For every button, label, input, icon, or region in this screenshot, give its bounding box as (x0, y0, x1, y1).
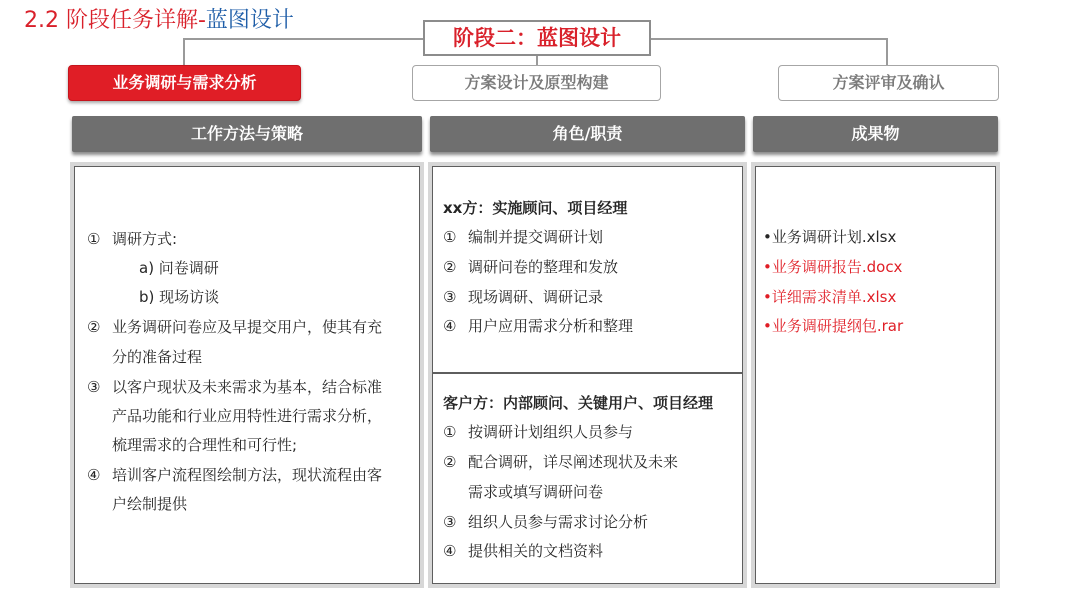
phase-tab-requirements-research[interactable]: 业务调研与需求分析 (68, 65, 301, 101)
role-item: 需求或填写调研问卷 (468, 483, 604, 501)
column-header-methods: 工作方法与策略 (72, 116, 422, 152)
roles-panel (428, 162, 747, 588)
connector-left-horizontal (183, 38, 423, 40)
method-line: 梳理需求的合理性和可行性; (112, 436, 298, 454)
method-line: ① 调研方式: (87, 230, 178, 248)
role-group-title-client: 客户方：内部顾问、关键用户、项目经理 (443, 394, 714, 412)
method-line: 产品功能和行业应用特性进行需求分析， (112, 407, 383, 425)
role-group-divider (433, 372, 742, 374)
deliverable-item: •业务调研报告.docx (763, 258, 903, 276)
role-item: ② 配合调研，详尽阐述现状及未来 (443, 453, 679, 471)
method-line: ② 业务调研问卷应及早提交用户，使其有充 (87, 318, 383, 336)
role-group-title-vendor: xx方：实施顾问、项目经理 (443, 199, 628, 217)
deliverable-item: •业务调研提纲包.rar (763, 317, 904, 335)
method-line: ③ 以客户现状及未来需求为基本，结合标准 (87, 378, 383, 396)
method-line: ④ 培训客户流程图绘制方法，现状流程由客 (87, 466, 383, 484)
role-item: ① 按调研计划组织人员参与 (443, 423, 634, 441)
role-item: ③ 组织人员参与需求讨论分析 (443, 513, 649, 531)
connector-right-vertical (886, 38, 888, 65)
slide-title-suffix: 蓝图设计 (205, 8, 294, 33)
slide-title (24, 6, 294, 36)
deliverable-item: •详细需求清单.xlsx (763, 288, 897, 306)
role-item: ③ 现场调研、调研记录 (443, 288, 604, 306)
methods-panel (70, 162, 424, 588)
method-line: 户绘制提供 (112, 495, 188, 513)
phase-tab-review-confirm[interactable]: 方案评审及确认 (778, 65, 999, 101)
connector-right-horizontal (651, 38, 888, 40)
connector-center-vertical (536, 56, 538, 65)
deliverables-panel (751, 162, 1000, 588)
role-item: ② 调研问卷的整理和发放 (443, 258, 619, 276)
role-item: ① 编制并提交调研计划 (443, 228, 604, 246)
phase-tab-solution-design[interactable]: 方案设计及原型构建 (412, 65, 661, 101)
method-line: 分的准备过程 (112, 348, 203, 366)
slide-title-prefix: 2.2 阶段任务详解- (24, 8, 206, 33)
column-header-roles: 角色/职责 (430, 116, 745, 152)
role-item: ④ 用户应用需求分析和整理 (443, 317, 634, 335)
deliverable-item: •业务调研计划.xlsx (763, 228, 897, 246)
connector-left-vertical (183, 38, 185, 65)
method-line: b) 现场访谈 (139, 288, 220, 306)
column-header-deliverables: 成果物 (753, 116, 998, 152)
role-item: ④ 提供相关的文档资料 (443, 542, 604, 560)
method-line: a) 问卷调研 (139, 259, 219, 277)
stage-title-box: 阶段二：蓝图设计 (423, 20, 651, 56)
